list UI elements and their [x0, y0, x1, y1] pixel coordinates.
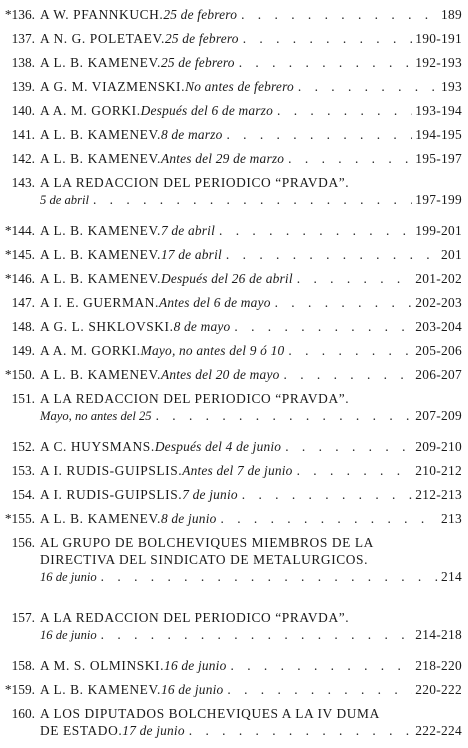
- page-number: 207-209: [415, 408, 462, 423]
- entry-date: 7 de junio: [182, 487, 238, 502]
- leader-dots: [101, 626, 413, 643]
- entry-date: 5 de abril: [40, 193, 89, 207]
- page-number: 222-224: [415, 723, 462, 738]
- entry-line: [0, 705, 462, 722]
- entry-date-wrap: [161, 510, 217, 527]
- entry-date: Antes del 29 de marzo: [160, 151, 285, 166]
- toc-entry: [0, 78, 468, 95]
- toc-entry: [0, 438, 468, 455]
- entry-date-wrap: [174, 318, 231, 335]
- toc-entry: [0, 126, 468, 143]
- entry-title: A M. S. OLMINSKI.: [40, 658, 165, 673]
- entry-date: Antes del 7 de junio: [182, 463, 293, 478]
- entry-line: [0, 407, 462, 425]
- page-number: 201-202: [415, 271, 462, 286]
- entry-title: A LOS DIPUTADOS BOLCHEVIQUES A LA IV DUMA: [40, 706, 380, 721]
- entry-line: [0, 318, 462, 335]
- entry-title: A L. B. KAMENEV.: [40, 247, 161, 262]
- entry-number: *159.: [4, 682, 35, 697]
- entry-date: 25 de febrero: [160, 55, 235, 70]
- leader-dots: [288, 342, 412, 359]
- entry-line: [0, 126, 462, 143]
- entry-number: 149.: [11, 343, 35, 358]
- entry-date: Antes del 6 de mayo: [158, 295, 271, 310]
- entry-date-wrap: [185, 78, 294, 95]
- leader-dots: [93, 191, 412, 208]
- entry-number: 160.: [11, 706, 35, 721]
- page-number: 194-195: [415, 127, 462, 142]
- leader-dots: [226, 126, 412, 143]
- page-number: 197-199: [415, 192, 462, 207]
- entry-number: *146.: [4, 271, 35, 286]
- entry-date-wrap: [141, 102, 273, 119]
- leader-dots: [221, 510, 438, 527]
- entry-number: *155.: [4, 511, 35, 526]
- entry-date-wrap: [159, 294, 271, 311]
- entry-date: Antes del 20 de mayo: [160, 367, 280, 382]
- page-number: 205-206: [415, 343, 462, 358]
- entry-title: A A. M. GORKI.: [40, 343, 141, 358]
- leader-dots: [231, 657, 413, 674]
- leader-dots: [241, 6, 438, 23]
- entry-number: 158.: [11, 658, 35, 673]
- entry-line: [0, 681, 462, 698]
- entry-line: [0, 342, 462, 359]
- entry-line: [0, 270, 462, 287]
- leader-dots: [277, 102, 412, 119]
- toc-entry: [0, 318, 468, 335]
- entry-title: A G. L. SHKLOVSKI.: [40, 319, 174, 334]
- toc-entry: [0, 150, 468, 167]
- page-number: 193-194: [415, 103, 462, 118]
- entry-title: A L. B. KAMENEV.: [40, 223, 161, 238]
- page-number: 214: [441, 569, 462, 584]
- entry-number: 138.: [11, 55, 35, 70]
- entry-line: [0, 722, 462, 739]
- toc-entry: [0, 534, 468, 586]
- entry-date: 25 de febrero: [164, 31, 239, 46]
- entry-title: A N. G. POLETAEV.: [40, 31, 165, 46]
- entry-number: *144.: [4, 223, 35, 238]
- toc-entry: [0, 609, 468, 644]
- entry-line: [0, 150, 462, 167]
- page-number: 214-218: [415, 627, 462, 642]
- entry-line: [0, 102, 462, 119]
- entry-line: [0, 54, 462, 71]
- entry-title: A L. B. KAMENEV.: [40, 271, 161, 286]
- entry-date: 17 de abril: [160, 247, 222, 262]
- entry-date-wrap: [161, 681, 223, 698]
- entry-date-wrap: [161, 126, 223, 143]
- page-number: 220-222: [415, 682, 462, 697]
- entry-date: 17 de junio: [122, 723, 185, 738]
- leader-dots: [101, 568, 438, 585]
- leader-dots: [284, 366, 413, 383]
- toc-entry: [0, 174, 468, 209]
- entry-date: Después del 6 de marzo: [140, 103, 273, 118]
- entry-number: *145.: [4, 247, 35, 262]
- leader-dots: [285, 438, 412, 455]
- entry-line: [0, 222, 462, 239]
- entry-number: 142.: [11, 151, 35, 166]
- entry-number: 141.: [11, 127, 35, 142]
- leader-dots: [288, 150, 412, 167]
- entry-date: Después del 4 de junio: [154, 439, 282, 454]
- entry-number: 137.: [11, 31, 35, 46]
- entry-date-wrap: [182, 486, 238, 503]
- page-number: 189: [441, 7, 462, 22]
- entry-date-wrap: [161, 270, 293, 287]
- entry-title: A L. B. KAMENEV.: [40, 367, 161, 382]
- entry-date: 25 de febrero: [163, 7, 238, 22]
- toc-entry: [0, 30, 468, 47]
- toc-entry: [0, 510, 468, 527]
- leader-dots: [239, 54, 413, 71]
- entry-number: 143.: [11, 175, 35, 190]
- entry-line: [0, 6, 462, 23]
- entry-title: A I. E. GUERMAN.: [40, 295, 159, 310]
- entry-line: [0, 366, 462, 383]
- toc-entry: [0, 102, 468, 119]
- page-number: 203-204: [415, 319, 462, 334]
- entry-title: A I. RUDIS-GUIPSLIS.: [40, 487, 183, 502]
- toc-entry: [0, 366, 468, 383]
- entry-title: A L. B. KAMENEV.: [40, 151, 161, 166]
- entry-line: [0, 438, 462, 455]
- page-number: 192-193: [415, 55, 462, 70]
- page-number: 190-191: [415, 31, 462, 46]
- toc-entry: [0, 462, 468, 479]
- entry-title: A C. HUYSMANS.: [40, 439, 155, 454]
- table-of-contents: [0, 6, 468, 739]
- entry-date-wrap: [161, 366, 280, 383]
- leader-dots: [189, 722, 413, 739]
- leader-dots: [275, 294, 413, 311]
- entry-number: 152.: [11, 439, 35, 454]
- entry-title: A G. M. VIAZMENSKI.: [40, 79, 186, 94]
- toc-entry: [0, 6, 468, 23]
- toc-entry: [0, 270, 468, 287]
- toc-entry: [0, 222, 468, 239]
- entry-title: A W. PFANNKUCH.: [40, 7, 164, 22]
- toc-entry: [0, 342, 468, 359]
- entry-number: 147.: [11, 295, 35, 310]
- page-number: 195-197: [415, 151, 462, 166]
- entry-date-wrap: [163, 6, 237, 23]
- entry-line: [0, 510, 462, 527]
- entry-date: 16 de junio: [164, 658, 227, 673]
- entry-date: Mayo, no antes del 25: [40, 409, 152, 423]
- entry-title: A LA REDACCION DEL PERIODICO “PRAVDA”.: [40, 175, 350, 190]
- leader-dots: [234, 318, 412, 335]
- page-number: 210-212: [415, 463, 462, 478]
- entry-number: *150.: [4, 367, 35, 382]
- page-number: 201: [441, 247, 462, 262]
- leader-dots: [297, 462, 413, 479]
- entry-date: 8 de junio: [160, 511, 217, 526]
- entry-line: [0, 551, 462, 568]
- entry-date-wrap: [164, 657, 226, 674]
- entry-date: 16 de junio: [160, 682, 224, 697]
- entry-title-cont: DIRECTIVA DEL SINDICATO DE METALURGICOS.: [40, 552, 369, 567]
- entry-title: A L. B. KAMENEV.: [40, 55, 161, 70]
- entry-number: 153.: [11, 463, 35, 478]
- toc-entry: [0, 246, 468, 263]
- entry-number: 139.: [11, 79, 35, 94]
- leader-dots: [156, 407, 413, 424]
- page-number: 202-203: [415, 295, 462, 310]
- entry-line: [0, 78, 462, 95]
- entry-title: A LA REDACCION DEL PERIODICO “PRAVDA”.: [40, 391, 350, 406]
- entry-date-wrap: [141, 342, 285, 359]
- entry-date: No antes de febrero: [185, 79, 294, 94]
- page-number: 212-213: [415, 487, 462, 502]
- entry-title: A L. B. KAMENEV.: [40, 682, 161, 697]
- entry-date-wrap: [155, 438, 281, 455]
- entry-date: Después del 26 de abril: [160, 271, 293, 286]
- toc-entry: [0, 54, 468, 71]
- entry-line: [0, 174, 462, 191]
- toc-entry: [0, 486, 468, 503]
- entry-line: [0, 30, 462, 47]
- page-number: 209-210: [415, 439, 462, 454]
- entry-line: [0, 568, 462, 586]
- leader-dots: [242, 486, 413, 503]
- page-number: 218-220: [415, 658, 462, 673]
- entry-date: 16 de junio: [40, 570, 97, 584]
- entry-line: [0, 390, 462, 407]
- entry-number: 154.: [11, 487, 35, 502]
- entry-date: 16 de junio: [40, 628, 97, 642]
- entry-number: *136.: [4, 7, 35, 22]
- entry-line: [0, 191, 462, 209]
- entry-line: [0, 657, 462, 674]
- entry-date: Mayo, no antes del 9 ó 10: [140, 343, 285, 358]
- entry-number: 140.: [11, 103, 35, 118]
- entry-title: AL GRUPO DE BOLCHEVIQUES MIEMBROS DE LA: [40, 535, 374, 550]
- entry-date: 8 de marzo: [160, 127, 223, 142]
- entry-line: [0, 486, 462, 503]
- page-number: 199-201: [415, 223, 462, 238]
- entry-date-wrap: [161, 150, 284, 167]
- entry-date: 8 de mayo: [173, 319, 231, 334]
- toc-entry: [0, 681, 468, 698]
- leader-dots: [219, 222, 412, 239]
- entry-date-wrap: [161, 222, 215, 239]
- toc-entry: [0, 705, 468, 739]
- entry-date-wrap: [122, 722, 184, 739]
- entry-number: 156.: [11, 535, 35, 550]
- entry-title: A A. M. GORKI.: [40, 103, 141, 118]
- entry-number: 151.: [11, 391, 35, 406]
- page-number: 193: [441, 79, 462, 94]
- entry-date-wrap: [165, 30, 239, 47]
- entry-date-wrap: [161, 246, 222, 263]
- entry-title: A L. B. KAMENEV.: [40, 511, 161, 526]
- entry-date-wrap: [182, 462, 292, 479]
- leader-dots: [297, 270, 413, 287]
- page-number: 206-207: [415, 367, 462, 382]
- leader-dots: [243, 30, 413, 47]
- leader-dots: [298, 78, 438, 95]
- toc-entry: [0, 657, 468, 674]
- entry-title: A L. B. KAMENEV.: [40, 127, 161, 142]
- entry-title: A I. RUDIS-GUIPSLIS.: [40, 463, 183, 478]
- entry-date-wrap: [161, 54, 235, 71]
- entry-line: [0, 462, 462, 479]
- leader-dots: [227, 681, 412, 698]
- entry-line: [0, 246, 462, 263]
- entry-number: 148.: [11, 319, 35, 334]
- entry-line: [0, 534, 462, 551]
- toc-entry: [0, 294, 468, 311]
- entry-line: [0, 626, 462, 644]
- entry-line: [0, 609, 462, 626]
- entry-title-cont: DE ESTADO.: [40, 723, 123, 738]
- toc-entry: [0, 390, 468, 425]
- entry-number: 157.: [11, 610, 35, 625]
- leader-dots: [226, 246, 438, 263]
- page-number: 213: [441, 511, 462, 526]
- entry-line: [0, 294, 462, 311]
- entry-title: A LA REDACCION DEL PERIODICO “PRAVDA”.: [40, 610, 350, 625]
- entry-date: 7 de abril: [160, 223, 216, 238]
